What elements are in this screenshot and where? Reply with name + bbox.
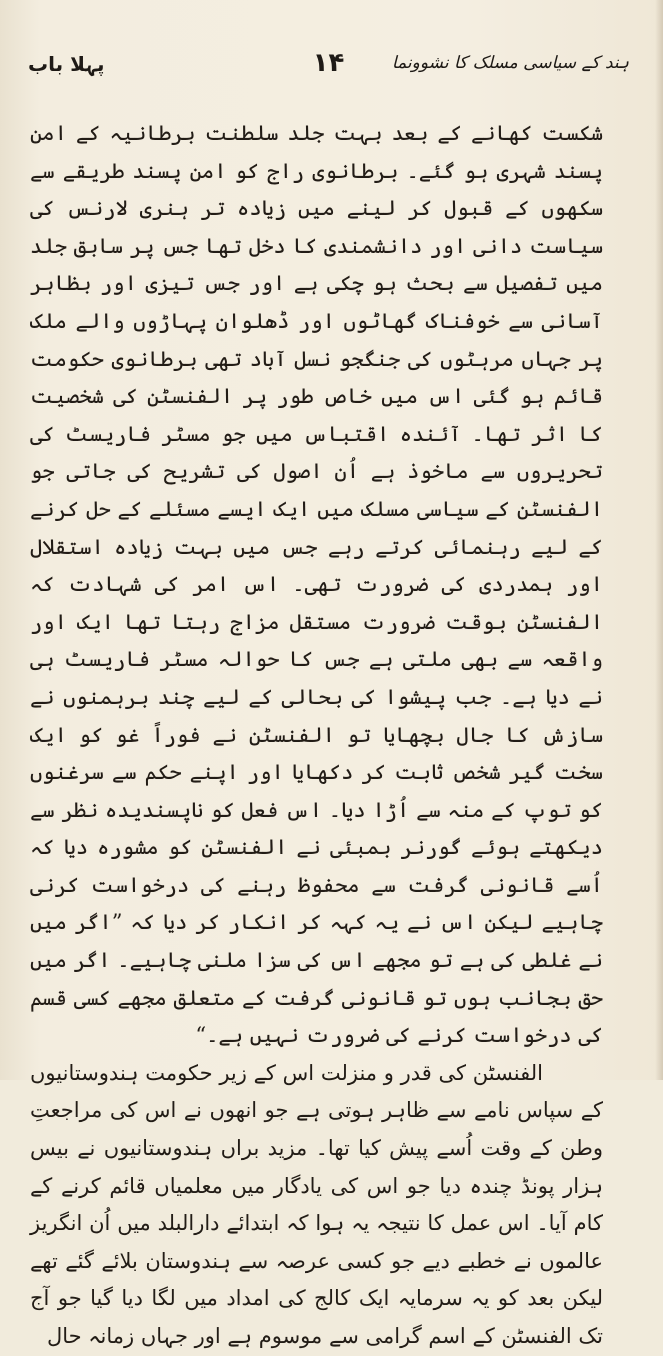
body-text xyxy=(30,115,603,1356)
chapter-label: پہلا باب xyxy=(28,52,105,76)
page-number: ۱۴ xyxy=(312,48,345,78)
page-header xyxy=(28,48,629,92)
page-edge-shadow xyxy=(655,0,663,1080)
running-title: ہند کے سیاسی مسلک کا نشوونما xyxy=(391,53,629,73)
paragraph-1: شکست کھانے کے بعد بہت جلد سلطنت برطانیہ کے امن پسند شہری ہو گئے۔ برطانوی راج کو امن پسند طریقے سے سکھوں کے قبول کر لینے میں زیادہ تر ہنری لارنس کی سیاست دانی اور دانشمندی کا دخل تھا جس پر سابق جلد میں تفصیل سے بحث ہو چکی ہے اور جس تیزی اور بظاہر آسانی سے خوفناک گھاٹوں اور ڈھلوان پہاڑوں والے ملک پر جہاں مرہٹوں کی جنگجو نسل آباد تھی برطانوی حکومت قائم ہو گئی اس میں خاص طور پر الفنسٹن کی شخصیت کا اثر تھا۔ آئندہ اقتباس میں جو مسٹر فاریسٹ کی تحریروں سے ماخوذ ہے اُن اصول کی تشریح کی جاتی جو الفنسٹن کے سیاسی مسلک میں ایک ایسے مسئلے کے حل کرنے کے لیے رہنمائی کرتے رہے جس میں بہت زیادہ استقلال اور ہمدردی کی ضرورت تھی۔ اس امر کی شہادت کہ الفنسٹن بوقت ضرورت مستقل مزاج رہتا تھا ایک اور واقعہ سے بھی ملتی ہے جس کا حوالہ مسٹر فاریسٹ ہی نے دیا ہے۔ جب پیشوا کی بحالی کے لیے چند برہمنوں نے سازش کا جال بچھایا تو الفنسٹن نے فوراً غو کو ایک سخت گیر شخص ثابت کر دکھایا اور اپنے حکم سے سرغنوں کو توپ کے منہ سے اُڑا دیا۔ اس فعل کو ناپسندیدہ نظر سے دیکھتے ہوئے گورنر بمبئی نے الفنسٹن کو مشورہ دیا کہ اُسے قانونی گرفت سے محفوظ رہنے کی درخواست کرنی چاہیے لیکن اس نے یہ کہہ کر انکار کر دیا کہ ”اگر میں نے غلطی کی ہے تو مجھے اس کی سزا ملنی چاہیے۔ اگر میں حق بجانب ہوں تو قانونی گرفت کے متعلق مجھے کسی قسم کی درخواست کرنے کی ضرورت نہیں ہے۔“ xyxy=(30,121,603,1048)
paragraph-2: الفنسٹن کی قدر و منزلت اس کے زیر حکومت ہندوستانیوں کے سپاس نامے سے ظاہر ہوتی ہے جو انھوں نے اس کی مراجعتِ وطن کے وقت اُسے پیش کیا تھا۔ مزید براں ہندوستانیوں نے بیس ہزار پونڈ چندہ دیا جو اس کی یادگار میں معلمیاں قائم کرنے کے کام آیا۔ اس عمل کا نتیجہ یہ ہوا کہ ابتدائے دارالبلد میں اُن انگریز عالموں نے خطبے دیے جو کسی عرصہ سے ہندوستان بلائے گئے تھے لیکن بعد کو یہ سرمایہ ایک کالج کی امداد میں لگا دیا گیا جو آج تک الفنسٹن کے اسم گرامی سے موسوم ہے اور جہاں زمانہ حال xyxy=(30,1060,603,1348)
